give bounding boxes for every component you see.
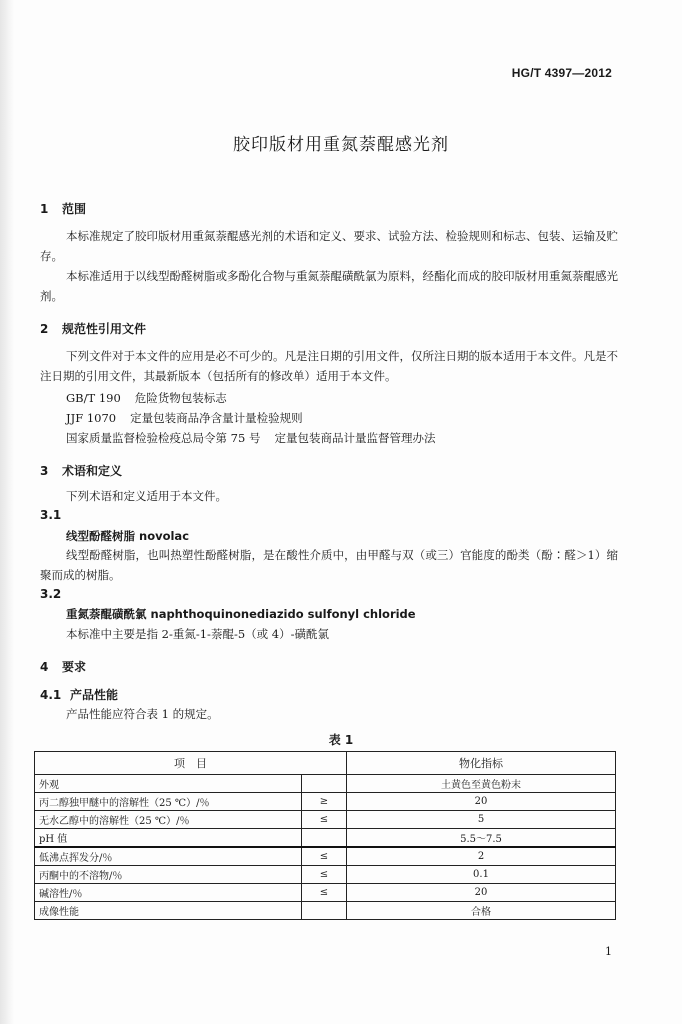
table-caption: 表 1: [328, 733, 354, 747]
row-operator: [302, 829, 347, 848]
row-value: 合格: [347, 902, 616, 920]
reference-title: 危险货物包装标志: [134, 391, 227, 405]
table-row: [35, 884, 616, 902]
section-4-heading: [40, 658, 86, 675]
section-3-intro: 下列术语和定义适用于本文件。: [66, 489, 227, 503]
row-item: 外观: [35, 775, 302, 793]
row-operator: [302, 902, 347, 920]
subsection-title: 产品性能: [70, 688, 119, 702]
reference-code: GB/T 190: [66, 391, 121, 405]
row-item: 成像性能: [35, 902, 302, 920]
section-title: 范围: [62, 202, 87, 216]
property-table: [34, 751, 616, 920]
section-number: 3: [40, 464, 49, 478]
reference-title: 定量包装商品计量监督管理办法: [274, 431, 436, 445]
row-item: 低沸点挥发分/％: [35, 847, 302, 866]
section-2-para-1: 下列文件对于本文件的应用是必不可少的。凡是注日期的引用文件，仅所注日期的版本适用于本文件。凡是不注日期的引用文件，其最新版本（包括所有的修改单）适用于本文件。: [40, 349, 618, 383]
reference-item: [66, 430, 435, 446]
term-3-2-name: 重氮萘醌磺酰氯 naphthoquinonediazido sulfonyl chloride: [66, 607, 416, 621]
term-3-1-definition: 线型酚醛树脂，也叫热塑性酚醛树脂，是在酸性介质中，由甲醛与双（或三）官能度的酚类（酚∶醛＞1）缩聚而成的树脂。: [40, 548, 618, 582]
row-operator: ≤: [302, 811, 347, 829]
section-3-heading: [40, 462, 122, 479]
table-row: [35, 793, 616, 811]
row-item: 无水乙醇中的溶解性（25 ℃）/％: [35, 811, 302, 829]
term-3-2-definition: 本标准中主要是指 2-重氮-1-萘醌-5（或 4）-磺酰氯: [66, 627, 330, 641]
row-value: 5: [347, 811, 616, 829]
section-1-para-1: 本标准规定了胶印版材用重氮萘醌感光剂的术语和定义、要求、试验方法、检验规则和标志、包装、运输及贮存。: [40, 229, 618, 263]
section-number: 1: [40, 202, 49, 216]
reference-code: JJF 1070: [66, 411, 117, 425]
header-value: 物化指标: [347, 752, 616, 775]
header-item: 项 目: [35, 752, 347, 775]
standard-code: HG/T 4397—2012: [511, 66, 612, 80]
table-row: [35, 902, 616, 920]
row-value: 土黄色至黄色粉末: [347, 775, 616, 793]
row-operator: ≥: [302, 793, 347, 811]
section-number: 4: [40, 660, 49, 674]
section-title: 术语和定义: [62, 464, 123, 478]
table-row: [35, 847, 616, 866]
row-operator: ≤: [302, 884, 347, 902]
section-title: 要求: [62, 660, 87, 674]
row-operator: ≤: [302, 866, 347, 884]
document-title: 胶印版材用重氮萘醌感光剂: [233, 135, 449, 155]
page-number: 1: [605, 945, 612, 958]
term-3-2-number: 3.2: [40, 587, 62, 601]
table-row: [35, 829, 616, 848]
reference-code: 国家质量监督检验检疫总局令第 75 号: [66, 431, 261, 445]
table-header-row: [35, 752, 616, 775]
row-value: 0.1: [347, 866, 616, 884]
section-number: 2: [40, 322, 49, 336]
row-value: 20: [347, 884, 616, 902]
term-3-1-name: 线型酚醛树脂 novolac: [66, 529, 190, 543]
row-operator: ≤: [302, 847, 347, 866]
row-item: 碱溶性/％: [35, 884, 302, 902]
section-2-heading: [40, 320, 146, 337]
subsection-number: 4.1: [40, 688, 62, 702]
term-3-1-number: 3.1: [40, 508, 62, 522]
subsection-4-1-text: 产品性能应符合表 1 的规定。: [66, 707, 219, 721]
row-value: 20: [347, 793, 616, 811]
table-row: [35, 811, 616, 829]
reference-item: [66, 390, 227, 406]
row-item: 丙二醇独甲醚中的溶解性（25 ℃）/％: [35, 793, 302, 811]
row-item: pH 值: [35, 829, 302, 848]
section-1-para-2: 本标准适用于以线型酚醛树脂或多酚化合物与重氮萘醌磺酰氯为原料，经酯化而成的胶印版材用重氮萘醌感光剂。: [40, 269, 618, 303]
reference-title: 定量包装商品净含量计量检验规则: [130, 411, 303, 425]
row-value: 2: [347, 847, 616, 866]
row-operator: [302, 775, 347, 793]
subsection-4-1-heading: [40, 686, 118, 703]
reference-item: [66, 410, 303, 426]
row-item: 丙酮中的不溶物/％: [35, 866, 302, 884]
table-row: [35, 775, 616, 793]
section-1-heading: [40, 200, 86, 217]
row-value: 5.5～7.5: [347, 829, 616, 848]
section-title: 规范性引用文件: [62, 322, 147, 336]
table-row: [35, 866, 616, 884]
